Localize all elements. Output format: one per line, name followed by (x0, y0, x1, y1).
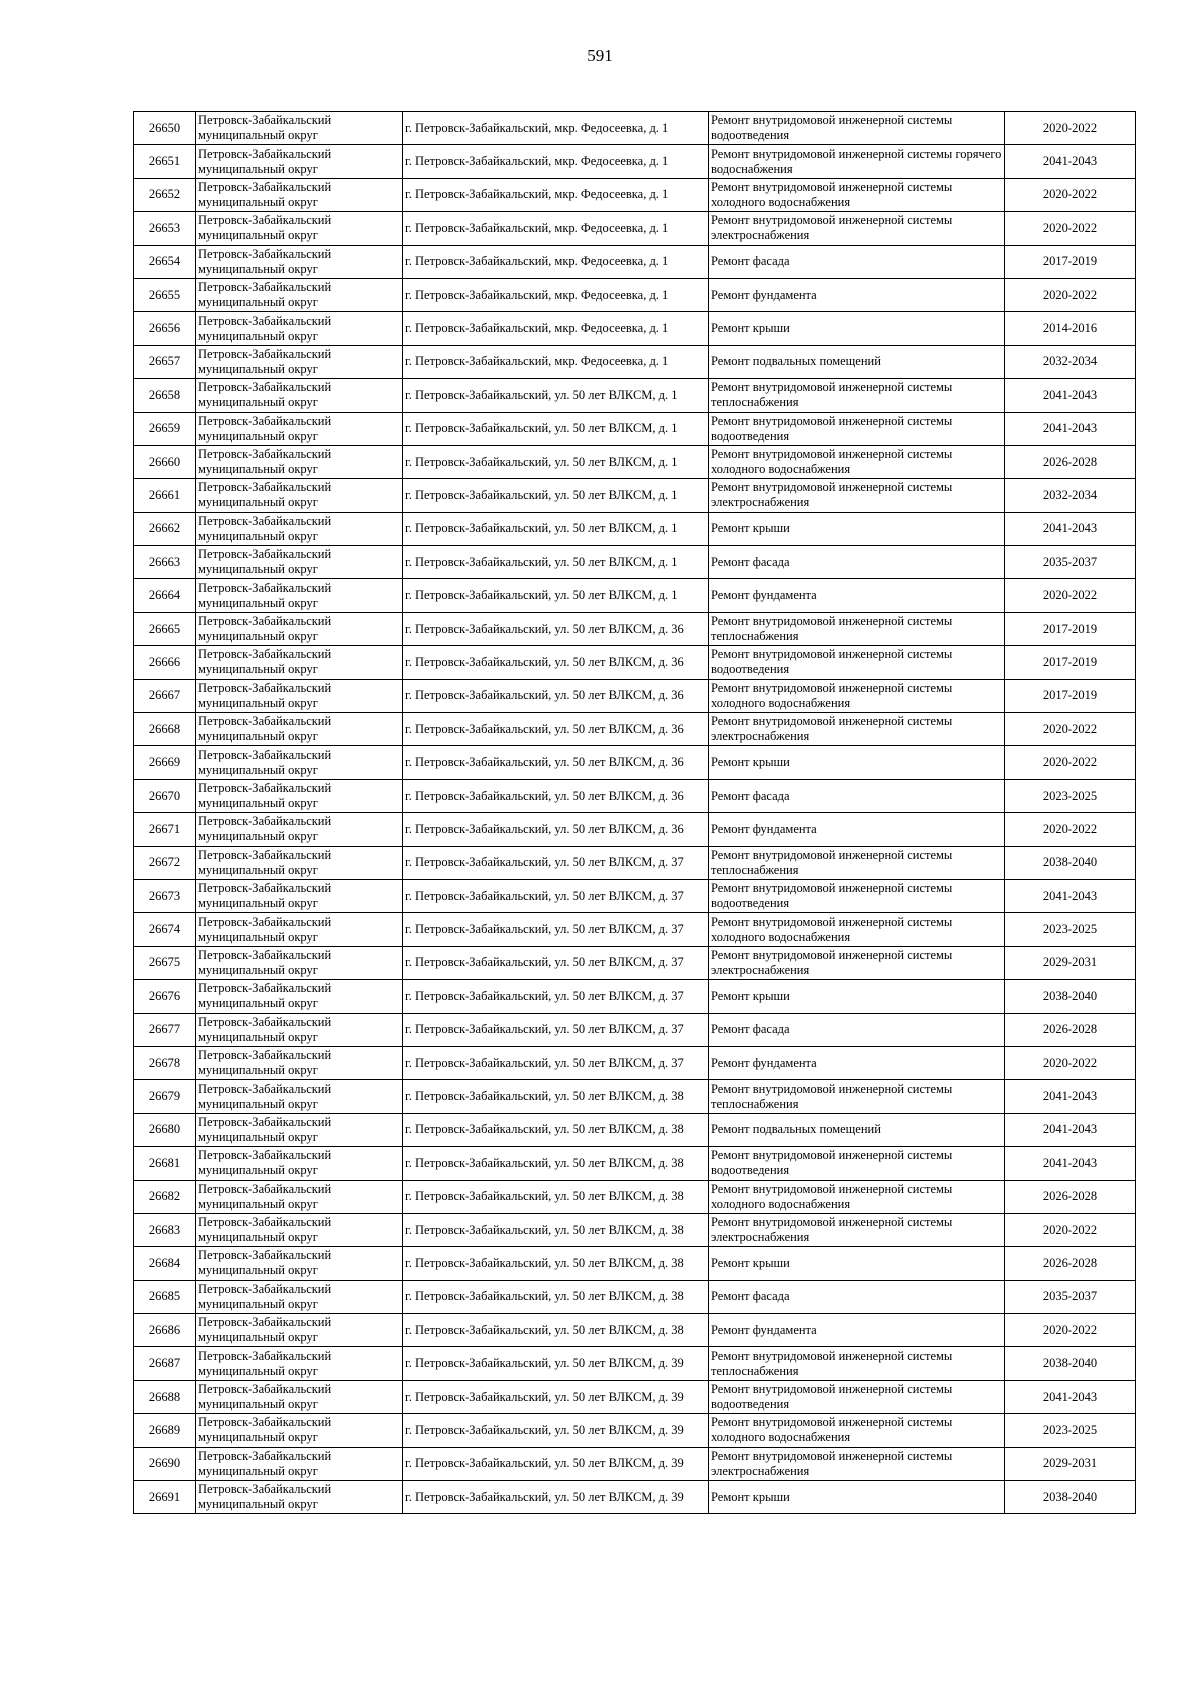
municipality-cell: Петровск-Забайкальский муниципальный округ (196, 713, 403, 746)
row-number: 26680 (134, 1113, 196, 1146)
row-number: 26659 (134, 412, 196, 445)
address-cell: г. Петровск-Забайкальский, ул. 50 лет ВЛКСМ, д. 38 (403, 1147, 709, 1180)
work-type-cell: Ремонт внутридомовой инженерной системы теплоснабжения (709, 612, 1005, 645)
period-cell: 2041-2043 (1005, 412, 1136, 445)
municipality-cell: Петровск-Забайкальский муниципальный округ (196, 546, 403, 579)
work-type-cell: Ремонт внутридомовой инженерной системы теплоснабжения (709, 379, 1005, 412)
period-cell: 2020-2022 (1005, 1213, 1136, 1246)
municipality-cell: Петровск-Забайкальский муниципальный округ (196, 946, 403, 979)
row-number: 26655 (134, 278, 196, 311)
work-type-cell: Ремонт фасада (709, 245, 1005, 278)
table-row (134, 1213, 1136, 1246)
work-type-cell: Ремонт крыши (709, 980, 1005, 1013)
table-row (134, 813, 1136, 846)
work-type-cell: Ремонт внутридомовой инженерной системы электроснабжения (709, 1447, 1005, 1480)
work-type-cell: Ремонт внутридомовой инженерной системы водоотведения (709, 879, 1005, 912)
municipality-cell: Петровск-Забайкальский муниципальный округ (196, 1080, 403, 1113)
row-number: 26675 (134, 946, 196, 979)
municipality-cell: Петровск-Забайкальский муниципальный округ (196, 445, 403, 478)
address-cell: г. Петровск-Забайкальский, мкр. Федосеевка, д. 1 (403, 178, 709, 211)
row-number: 26664 (134, 579, 196, 612)
table-row (134, 512, 1136, 545)
address-cell: г. Петровск-Забайкальский, ул. 50 лет ВЛКСМ, д. 36 (403, 813, 709, 846)
address-cell: г. Петровск-Забайкальский, ул. 50 лет ВЛКСМ, д. 1 (403, 379, 709, 412)
table-row (134, 1247, 1136, 1280)
work-type-cell: Ремонт подвальных помещений (709, 1113, 1005, 1146)
table-row (134, 746, 1136, 779)
municipality-cell: Петровск-Забайкальский муниципальный округ (196, 679, 403, 712)
work-type-cell: Ремонт внутридомовой инженерной системы холодного водоснабжения (709, 1414, 1005, 1447)
municipality-cell: Петровск-Забайкальский муниципальный округ (196, 746, 403, 779)
address-cell: г. Петровск-Забайкальский, мкр. Федосеевка, д. 1 (403, 145, 709, 178)
address-cell: г. Петровск-Забайкальский, ул. 50 лет ВЛКСМ, д. 37 (403, 946, 709, 979)
municipality-cell: Петровск-Забайкальский муниципальный округ (196, 479, 403, 512)
period-cell: 2020-2022 (1005, 212, 1136, 245)
work-type-cell: Ремонт внутридомовой инженерной системы холодного водоснабжения (709, 679, 1005, 712)
work-type-cell: Ремонт фасада (709, 1013, 1005, 1046)
address-cell: г. Петровск-Забайкальский, ул. 50 лет ВЛКСМ, д. 36 (403, 746, 709, 779)
table-row (134, 980, 1136, 1013)
address-cell: г. Петровск-Забайкальский, ул. 50 лет ВЛКСМ, д. 39 (403, 1414, 709, 1447)
row-number: 26672 (134, 846, 196, 879)
address-cell: г. Петровск-Забайкальский, мкр. Федосеевка, д. 1 (403, 312, 709, 345)
table-row (134, 1080, 1136, 1113)
table-row (134, 1280, 1136, 1313)
address-cell: г. Петровск-Забайкальский, ул. 50 лет ВЛКСМ, д. 39 (403, 1447, 709, 1480)
period-cell: 2041-2043 (1005, 1147, 1136, 1180)
table-row (134, 713, 1136, 746)
address-cell: г. Петровск-Забайкальский, ул. 50 лет ВЛКСМ, д. 1 (403, 579, 709, 612)
period-cell: 2026-2028 (1005, 445, 1136, 478)
period-cell: 2020-2022 (1005, 1046, 1136, 1079)
municipality-cell: Петровск-Забайкальский муниципальный округ (196, 846, 403, 879)
municipality-cell: Петровск-Забайкальский муниципальный округ (196, 879, 403, 912)
row-number: 26661 (134, 479, 196, 512)
work-type-cell: Ремонт внутридомовой инженерной системы электроснабжения (709, 1213, 1005, 1246)
work-type-cell: Ремонт внутридомовой инженерной системы электроснабжения (709, 479, 1005, 512)
work-type-cell: Ремонт фасада (709, 546, 1005, 579)
municipality-cell: Петровск-Забайкальский муниципальный округ (196, 1447, 403, 1480)
row-number: 26666 (134, 646, 196, 679)
row-number: 26673 (134, 879, 196, 912)
row-number: 26686 (134, 1314, 196, 1347)
period-cell: 2023-2025 (1005, 913, 1136, 946)
work-type-cell: Ремонт внутридомовой инженерной системы водоотведения (709, 646, 1005, 679)
period-cell: 2026-2028 (1005, 1247, 1136, 1280)
row-number: 26679 (134, 1080, 196, 1113)
municipality-cell: Петровск-Забайкальский муниципальный округ (196, 1147, 403, 1180)
address-cell: г. Петровск-Забайкальский, мкр. Федосеевка, д. 1 (403, 278, 709, 311)
municipality-cell: Петровск-Забайкальский муниципальный округ (196, 646, 403, 679)
table-row (134, 1046, 1136, 1079)
period-cell: 2038-2040 (1005, 1347, 1136, 1380)
period-cell: 2020-2022 (1005, 713, 1136, 746)
row-number: 26668 (134, 713, 196, 746)
work-type-cell: Ремонт фундамента (709, 579, 1005, 612)
period-cell: 2020-2022 (1005, 278, 1136, 311)
municipality-cell: Петровск-Забайкальский муниципальный округ (196, 379, 403, 412)
row-number: 26650 (134, 112, 196, 145)
table-row (134, 112, 1136, 145)
period-cell: 2041-2043 (1005, 145, 1136, 178)
municipality-cell: Петровск-Забайкальский муниципальный округ (196, 913, 403, 946)
row-number: 26663 (134, 546, 196, 579)
table-row (134, 278, 1136, 311)
address-cell: г. Петровск-Забайкальский, ул. 50 лет ВЛКСМ, д. 1 (403, 546, 709, 579)
municipality-cell: Петровск-Забайкальский муниципальный округ (196, 1314, 403, 1347)
row-number: 26665 (134, 612, 196, 645)
period-cell: 2026-2028 (1005, 1013, 1136, 1046)
table-row (134, 1314, 1136, 1347)
period-cell: 2017-2019 (1005, 646, 1136, 679)
period-cell: 2032-2034 (1005, 345, 1136, 378)
row-number: 26670 (134, 779, 196, 812)
work-type-cell: Ремонт внутридомовой инженерной системы теплоснабжения (709, 1080, 1005, 1113)
table-row (134, 1013, 1136, 1046)
table-row (134, 612, 1136, 645)
row-number: 26677 (134, 1013, 196, 1046)
address-cell: г. Петровск-Забайкальский, ул. 50 лет ВЛКСМ, д. 37 (403, 980, 709, 1013)
municipality-cell: Петровск-Забайкальский муниципальный округ (196, 112, 403, 145)
period-cell: 2038-2040 (1005, 980, 1136, 1013)
row-number: 26682 (134, 1180, 196, 1213)
municipality-cell: Петровск-Забайкальский муниципальный округ (196, 1414, 403, 1447)
municipality-cell: Петровск-Забайкальский муниципальный округ (196, 1481, 403, 1514)
period-cell: 2041-2043 (1005, 1080, 1136, 1113)
work-type-cell: Ремонт фундамента (709, 1046, 1005, 1079)
row-number: 26660 (134, 445, 196, 478)
work-type-cell: Ремонт подвальных помещений (709, 345, 1005, 378)
address-cell: г. Петровск-Забайкальский, ул. 50 лет ВЛКСМ, д. 38 (403, 1180, 709, 1213)
work-type-cell: Ремонт внутридомовой инженерной системы электроснабжения (709, 946, 1005, 979)
work-type-cell: Ремонт внутридомовой инженерной системы водоотведения (709, 112, 1005, 145)
municipality-cell: Петровск-Забайкальский муниципальный округ (196, 1213, 403, 1246)
work-type-cell: Ремонт внутридомовой инженерной системы горячего водоснабжения (709, 145, 1005, 178)
period-cell: 2017-2019 (1005, 612, 1136, 645)
work-type-cell: Ремонт крыши (709, 746, 1005, 779)
table-row (134, 879, 1136, 912)
municipality-cell: Петровск-Забайкальский муниципальный округ (196, 779, 403, 812)
period-cell: 2014-2016 (1005, 312, 1136, 345)
row-number: 26652 (134, 178, 196, 211)
work-type-cell: Ремонт фундамента (709, 278, 1005, 311)
period-cell: 2041-2043 (1005, 879, 1136, 912)
row-number: 26651 (134, 145, 196, 178)
row-number: 26654 (134, 245, 196, 278)
table-row (134, 646, 1136, 679)
work-type-cell: Ремонт внутридомовой инженерной системы холодного водоснабжения (709, 178, 1005, 211)
period-cell: 2038-2040 (1005, 846, 1136, 879)
row-number: 26683 (134, 1213, 196, 1246)
municipality-cell: Петровск-Забайкальский муниципальный округ (196, 278, 403, 311)
table-row (134, 379, 1136, 412)
period-cell: 2023-2025 (1005, 779, 1136, 812)
address-cell: г. Петровск-Забайкальский, ул. 50 лет ВЛКСМ, д. 39 (403, 1380, 709, 1413)
work-type-cell: Ремонт фундамента (709, 813, 1005, 846)
table-row (134, 1481, 1136, 1514)
work-type-cell: Ремонт внутридомовой инженерной системы теплоснабжения (709, 846, 1005, 879)
period-cell: 2032-2034 (1005, 479, 1136, 512)
row-number: 26669 (134, 746, 196, 779)
period-cell: 2020-2022 (1005, 178, 1136, 211)
municipality-cell: Петровск-Забайкальский муниципальный округ (196, 512, 403, 545)
work-type-cell: Ремонт внутридомовой инженерной системы холодного водоснабжения (709, 913, 1005, 946)
table-row (134, 1447, 1136, 1480)
municipality-cell: Петровск-Забайкальский муниципальный округ (196, 579, 403, 612)
period-cell: 2020-2022 (1005, 579, 1136, 612)
period-cell: 2041-2043 (1005, 1113, 1136, 1146)
row-number: 26678 (134, 1046, 196, 1079)
table-row (134, 779, 1136, 812)
period-cell: 2041-2043 (1005, 1380, 1136, 1413)
address-cell: г. Петровск-Забайкальский, ул. 50 лет ВЛКСМ, д. 38 (403, 1080, 709, 1113)
table-row (134, 312, 1136, 345)
row-number: 26653 (134, 212, 196, 245)
address-cell: г. Петровск-Забайкальский, ул. 50 лет ВЛКСМ, д. 37 (403, 1046, 709, 1079)
period-cell: 2035-2037 (1005, 546, 1136, 579)
table-row (134, 145, 1136, 178)
work-type-cell: Ремонт внутридомовой инженерной системы холодного водоснабжения (709, 1180, 1005, 1213)
table-row (134, 1380, 1136, 1413)
work-type-cell: Ремонт крыши (709, 1481, 1005, 1514)
table-row (134, 913, 1136, 946)
address-cell: г. Петровск-Забайкальский, ул. 50 лет ВЛКСМ, д. 38 (403, 1213, 709, 1246)
row-number: 26685 (134, 1280, 196, 1313)
municipality-cell: Петровск-Забайкальский муниципальный округ (196, 178, 403, 211)
address-cell: г. Петровск-Забайкальский, ул. 50 лет ВЛКСМ, д. 36 (403, 646, 709, 679)
table-row (134, 579, 1136, 612)
work-type-cell: Ремонт внутридомовой инженерной системы электроснабжения (709, 713, 1005, 746)
row-number: 26656 (134, 312, 196, 345)
municipality-cell: Петровск-Забайкальский муниципальный округ (196, 980, 403, 1013)
table-row (134, 1347, 1136, 1380)
municipality-cell: Петровск-Забайкальский муниципальный округ (196, 1113, 403, 1146)
address-cell: г. Петровск-Забайкальский, ул. 50 лет ВЛКСМ, д. 1 (403, 445, 709, 478)
address-cell: г. Петровск-Забайкальский, ул. 50 лет ВЛКСМ, д. 1 (403, 412, 709, 445)
period-cell: 2041-2043 (1005, 512, 1136, 545)
address-cell: г. Петровск-Забайкальский, мкр. Федосеевка, д. 1 (403, 345, 709, 378)
address-cell: г. Петровск-Забайкальский, ул. 50 лет ВЛКСМ, д. 1 (403, 479, 709, 512)
period-cell: 2029-2031 (1005, 946, 1136, 979)
municipality-cell: Петровск-Забайкальский муниципальный округ (196, 813, 403, 846)
municipality-cell: Петровск-Забайкальский муниципальный округ (196, 1013, 403, 1046)
address-cell: г. Петровск-Забайкальский, ул. 50 лет ВЛКСМ, д. 38 (403, 1113, 709, 1146)
row-number: 26681 (134, 1147, 196, 1180)
table-row (134, 445, 1136, 478)
row-number: 26658 (134, 379, 196, 412)
municipality-cell: Петровск-Забайкальский муниципальный округ (196, 312, 403, 345)
row-number: 26690 (134, 1447, 196, 1480)
municipality-cell: Петровск-Забайкальский муниципальный округ (196, 1380, 403, 1413)
work-type-cell: Ремонт крыши (709, 312, 1005, 345)
row-number: 26684 (134, 1247, 196, 1280)
municipality-cell: Петровск-Забайкальский муниципальный округ (196, 1347, 403, 1380)
table-row (134, 245, 1136, 278)
work-type-cell: Ремонт внутридомовой инженерной системы водоотведения (709, 412, 1005, 445)
period-cell: 2020-2022 (1005, 112, 1136, 145)
table-row (134, 1414, 1136, 1447)
work-type-cell: Ремонт крыши (709, 512, 1005, 545)
row-number: 26674 (134, 913, 196, 946)
table-row (134, 1147, 1136, 1180)
period-cell: 2020-2022 (1005, 1314, 1136, 1347)
address-cell: г. Петровск-Забайкальский, ул. 50 лет ВЛКСМ, д. 36 (403, 612, 709, 645)
period-cell: 2026-2028 (1005, 1180, 1136, 1213)
page-number: 591 (587, 46, 613, 65)
municipality-cell: Петровск-Забайкальский муниципальный округ (196, 412, 403, 445)
work-type-cell: Ремонт фасада (709, 779, 1005, 812)
municipality-cell: Петровск-Забайкальский муниципальный округ (196, 1046, 403, 1079)
row-number: 26667 (134, 679, 196, 712)
period-cell: 2020-2022 (1005, 813, 1136, 846)
row-number: 26688 (134, 1380, 196, 1413)
address-cell: г. Петровск-Забайкальский, мкр. Федосеевка, д. 1 (403, 245, 709, 278)
table-row (134, 546, 1136, 579)
address-cell: г. Петровск-Забайкальский, ул. 50 лет ВЛКСМ, д. 39 (403, 1347, 709, 1380)
row-number: 26671 (134, 813, 196, 846)
table-row (134, 946, 1136, 979)
address-cell: г. Петровск-Забайкальский, ул. 50 лет ВЛКСМ, д. 38 (403, 1247, 709, 1280)
address-cell: г. Петровск-Забайкальский, ул. 50 лет ВЛКСМ, д. 37 (403, 913, 709, 946)
work-type-cell: Ремонт внутридомовой инженерной системы электроснабжения (709, 212, 1005, 245)
row-number: 26687 (134, 1347, 196, 1380)
address-cell: г. Петровск-Забайкальский, ул. 50 лет ВЛКСМ, д. 36 (403, 679, 709, 712)
municipality-cell: Петровск-Забайкальский муниципальный округ (196, 212, 403, 245)
table-row (134, 178, 1136, 211)
table-row (134, 412, 1136, 445)
work-type-cell: Ремонт внутридомовой инженерной системы водоотведения (709, 1380, 1005, 1413)
address-cell: г. Петровск-Забайкальский, ул. 50 лет ВЛКСМ, д. 38 (403, 1280, 709, 1313)
row-number: 26657 (134, 345, 196, 378)
row-number: 26676 (134, 980, 196, 1013)
row-number: 26691 (134, 1481, 196, 1514)
row-number: 26689 (134, 1414, 196, 1447)
work-type-cell: Ремонт внутридомовой инженерной системы водоотведения (709, 1147, 1005, 1180)
table-row (134, 1180, 1136, 1213)
municipality-cell: Петровск-Забайкальский муниципальный округ (196, 1180, 403, 1213)
period-cell: 2038-2040 (1005, 1481, 1136, 1514)
row-number: 26662 (134, 512, 196, 545)
table-row (134, 846, 1136, 879)
municipality-cell: Петровск-Забайкальский муниципальный округ (196, 145, 403, 178)
address-cell: г. Петровск-Забайкальский, ул. 50 лет ВЛКСМ, д. 39 (403, 1481, 709, 1514)
municipality-cell: Петровск-Забайкальский муниципальный округ (196, 1280, 403, 1313)
address-cell: г. Петровск-Забайкальский, ул. 50 лет ВЛКСМ, д. 1 (403, 512, 709, 545)
address-cell: г. Петровск-Забайкальский, ул. 50 лет ВЛКСМ, д. 38 (403, 1314, 709, 1347)
period-cell: 2035-2037 (1005, 1280, 1136, 1313)
work-type-cell: Ремонт фундамента (709, 1314, 1005, 1347)
address-cell: г. Петровск-Забайкальский, ул. 50 лет ВЛКСМ, д. 36 (403, 713, 709, 746)
address-cell: г. Петровск-Забайкальский, мкр. Федосеевка, д. 1 (403, 212, 709, 245)
table-row (134, 212, 1136, 245)
work-type-cell: Ремонт крыши (709, 1247, 1005, 1280)
address-cell: г. Петровск-Забайкальский, ул. 50 лет ВЛКСМ, д. 36 (403, 779, 709, 812)
work-type-cell: Ремонт внутридомовой инженерной системы холодного водоснабжения (709, 445, 1005, 478)
period-cell: 2017-2019 (1005, 245, 1136, 278)
work-type-cell: Ремонт внутридомовой инженерной системы теплоснабжения (709, 1347, 1005, 1380)
municipality-cell: Петровск-Забайкальский муниципальный округ (196, 345, 403, 378)
period-cell: 2020-2022 (1005, 746, 1136, 779)
municipality-cell: Петровск-Забайкальский муниципальный округ (196, 1247, 403, 1280)
table-row (134, 479, 1136, 512)
address-cell: г. Петровск-Забайкальский, мкр. Федосеевка, д. 1 (403, 112, 709, 145)
table-row (134, 345, 1136, 378)
period-cell: 2023-2025 (1005, 1414, 1136, 1447)
address-cell: г. Петровск-Забайкальский, ул. 50 лет ВЛКСМ, д. 37 (403, 879, 709, 912)
table-body (134, 112, 1136, 1514)
table-row (134, 1113, 1136, 1146)
period-cell: 2029-2031 (1005, 1447, 1136, 1480)
address-cell: г. Петровск-Забайкальский, ул. 50 лет ВЛКСМ, д. 37 (403, 846, 709, 879)
table-row (134, 679, 1136, 712)
repair-schedule-table (133, 111, 1136, 1514)
municipality-cell: Петровск-Забайкальский муниципальный округ (196, 612, 403, 645)
work-type-cell: Ремонт фасада (709, 1280, 1005, 1313)
address-cell: г. Петровск-Забайкальский, ул. 50 лет ВЛКСМ, д. 37 (403, 1013, 709, 1046)
period-cell: 2041-2043 (1005, 379, 1136, 412)
municipality-cell: Петровск-Забайкальский муниципальный округ (196, 245, 403, 278)
period-cell: 2017-2019 (1005, 679, 1136, 712)
